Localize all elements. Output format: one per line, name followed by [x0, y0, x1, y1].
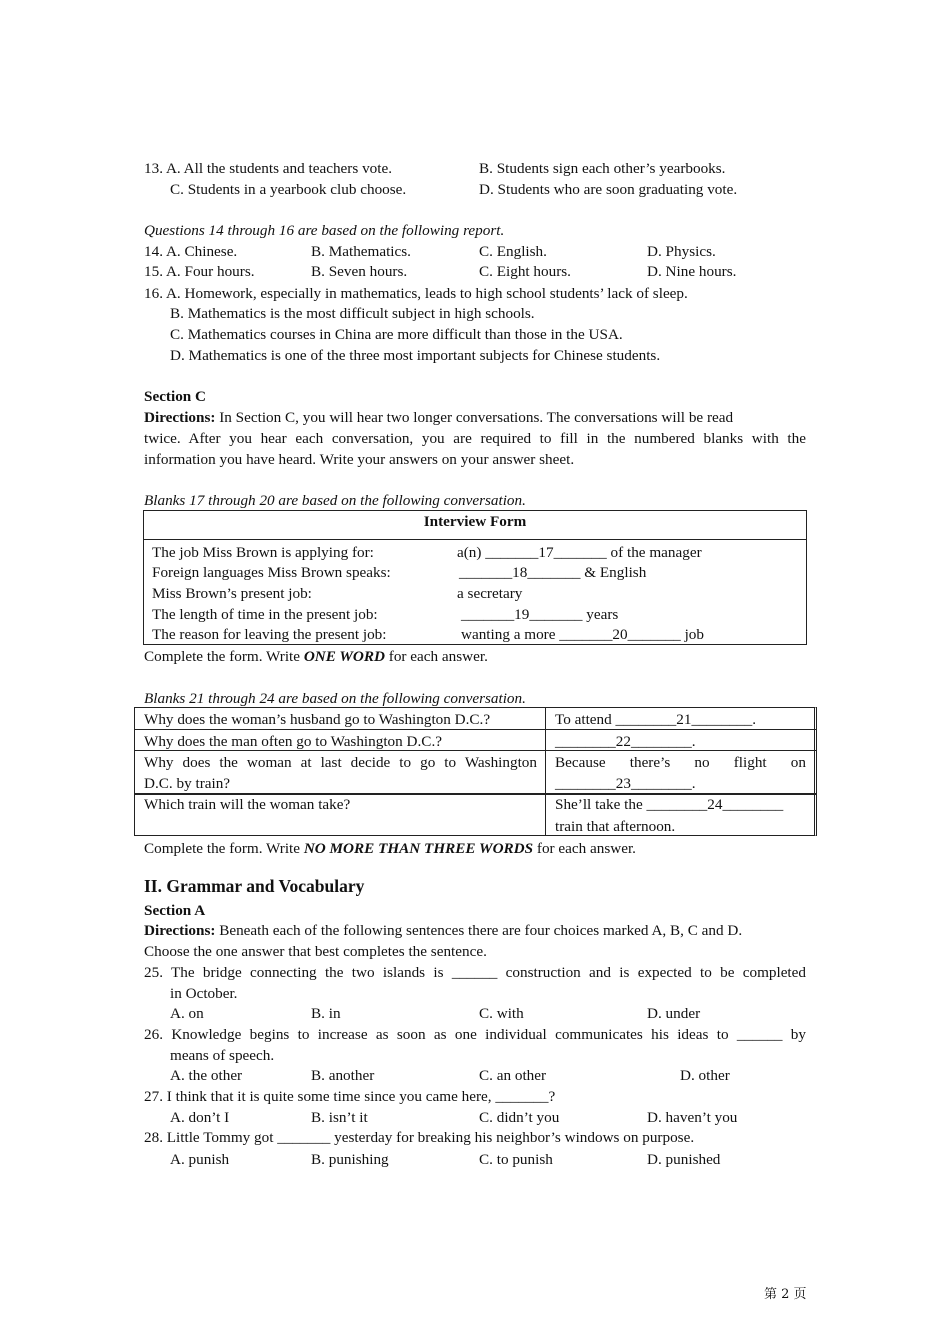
q25-stem: 25. The bridge connecting the two islands is ______ construction and is expected to be completed [144, 964, 806, 981]
q26-stem-cont: means of speech. [170, 1047, 275, 1064]
form1-note-emphasis: ONE WORD [303, 648, 385, 665]
form2-note-emphasis: NO MORE THAN THREE WORDS [303, 840, 534, 857]
section-c-directions-line2: twice. After you hear each conversation, you are required to fill in the numbered blanks with the [144, 430, 806, 447]
q15-option-d: D. Nine hours. [647, 263, 737, 280]
q16-option-a: 16. A. Homework, especially in mathematics, leads to high school students’ lack of sleep. [144, 285, 688, 302]
form1-row-label: The length of time in the present job: [152, 606, 378, 623]
q14-option-d: D. Physics. [647, 243, 716, 260]
form1-row-value: wanting a more _______20_______ job [461, 626, 704, 643]
q27-option-b: B. isn’t it [311, 1109, 368, 1126]
part2-directions-line1 [144, 922, 742, 940]
q26-stem: 26. Knowledge begins to increase as soon as one individual communicates his ideas to ______ by [144, 1026, 806, 1043]
part2-directions-line2: Choose the one answer that best completes the sentence. [144, 943, 487, 960]
form1-row-value: _______19_______ years [461, 606, 619, 623]
q28-stem: 28. Little Tommy got _______ yesterday for breaking his neighbor’s windows on purpose. [144, 1129, 695, 1146]
q16-option-d: D. Mathematics is one of the three most important subjects for Chinese students. [170, 347, 661, 364]
form2-answer-cont: ________23________. [555, 775, 696, 792]
section-c-title: Section C [144, 388, 207, 405]
form1-intro: Blanks 17 through 20 are based on the following conversation. [144, 492, 526, 509]
q27-option-a: A. don’t I [170, 1109, 230, 1126]
section-c-directions-line3: information you have heard. Write your answers on your answer sheet. [144, 451, 575, 468]
q13-option-b: B. Students sign each other’s yearbooks. [479, 160, 726, 177]
q26-option-a: A. the other [170, 1067, 243, 1084]
form2-question-cont: D.C. by train? [144, 775, 231, 792]
page-number: 第 2 页 [764, 1287, 807, 1302]
q25-option-b: B. in [311, 1005, 341, 1022]
part2-directions-text: Beneath each of the following sentences there are four choices marked A, B, C and D. [215, 922, 743, 939]
q28-option-a: A. punish [170, 1151, 230, 1168]
q27-stem: 27. I think that it is quite some time since you came here, _______? [144, 1088, 556, 1105]
form2-answer-cont: train that afternoon. [555, 818, 676, 835]
q25-option-d: D. under [647, 1005, 701, 1022]
q26-option-d: D. other [680, 1067, 730, 1084]
q16-option-b: B. Mathematics is the most difficult subject in high schools. [170, 305, 535, 322]
q28-option-c: C. to punish [479, 1151, 553, 1168]
form2-answer: She’ll take the ________24________ [555, 796, 784, 813]
part2-section-title: Section A [144, 902, 206, 919]
form1-row-label: The job Miss Brown is applying for: [152, 544, 374, 561]
q13-option-d: D. Students who are soon graduating vote. [479, 181, 738, 198]
part2-directions-label: Directions: [144, 922, 216, 939]
q27-option-d: D. haven’t you [647, 1109, 738, 1126]
form1-note-pre: Complete the form. Write [144, 648, 304, 665]
q14-option-c: C. English. [479, 243, 547, 260]
form2-note-post: for each answer. [533, 840, 636, 857]
q27-option-c: C. didn’t you [479, 1109, 560, 1126]
form1-row-label: The reason for leaving the present job: [152, 626, 387, 643]
form2-question: Why does the woman’s husband go to Washington D.C.? [144, 711, 491, 728]
q14-option-b: B. Mathematics. [311, 243, 411, 260]
part2-title: II. Grammar and Vocabulary [144, 876, 365, 896]
report-intro: Questions 14 through 16 are based on the following report. [144, 222, 505, 239]
form1-row-value: a(n) _______17_______ of the manager [457, 544, 702, 561]
form2-row-divider [134, 729, 817, 730]
form1-row-label: Miss Brown’s present job: [152, 585, 312, 602]
form2-row-divider [134, 793, 817, 795]
form1-note-post: for each answer. [384, 648, 488, 665]
directions-text: In Section C, you will hear two longer conversations. The conversations will be read [215, 409, 734, 426]
directions-label: Directions: [144, 409, 216, 426]
form1-row-value: _______18_______ & English [459, 564, 647, 581]
q14-option-a: 14. A. Chinese. [144, 243, 238, 260]
form2-question: Why does the man often go to Washington D.C.? [144, 733, 442, 750]
q26-option-b: B. another [311, 1067, 375, 1084]
q15-option-c: C. Eight hours. [479, 263, 571, 280]
q16-option-c: C. Mathematics courses in China are more difficult than those in the USA. [170, 326, 623, 343]
interview-form-divider [143, 539, 807, 540]
form2-question: Which train will the woman take? [144, 796, 351, 813]
q13-option-c: C. Students in a yearbook club choose. [170, 181, 407, 198]
q15-option-b: B. Seven hours. [311, 263, 408, 280]
form2-note [144, 840, 636, 858]
q25-stem-cont: in October. [170, 985, 238, 1002]
q28-option-d: D. punished [647, 1151, 721, 1168]
q15-option-a: 15. A. Four hours. [144, 263, 255, 280]
form1-note [144, 648, 488, 666]
form2-note-pre: Complete the form. Write [144, 840, 304, 857]
form1-row-value: a secretary [457, 585, 523, 602]
form2-answer: Because there’s no flight on [555, 754, 806, 771]
q26-option-c: C. an other [479, 1067, 547, 1084]
form2-answer: ________22________. [555, 733, 696, 750]
form2-question: Why does the woman at last decide to go to Washington [144, 754, 537, 771]
section-c-directions-line1 [144, 409, 733, 427]
form1-row-label: Foreign languages Miss Brown speaks: [152, 564, 391, 581]
form2-col-divider [545, 707, 546, 836]
form2-answer: To attend ________21________. [555, 711, 756, 728]
form2-intro: Blanks 21 through 24 are based on the following conversation. [144, 690, 526, 707]
q25-option-a: A. on [170, 1005, 204, 1022]
q25-option-c: C. with [479, 1005, 524, 1022]
q13-option-a: 13. A. All the students and teachers vote. [144, 160, 393, 177]
interview-form-title: Interview Form [423, 513, 527, 530]
q28-option-b: B. punishing [311, 1151, 389, 1168]
